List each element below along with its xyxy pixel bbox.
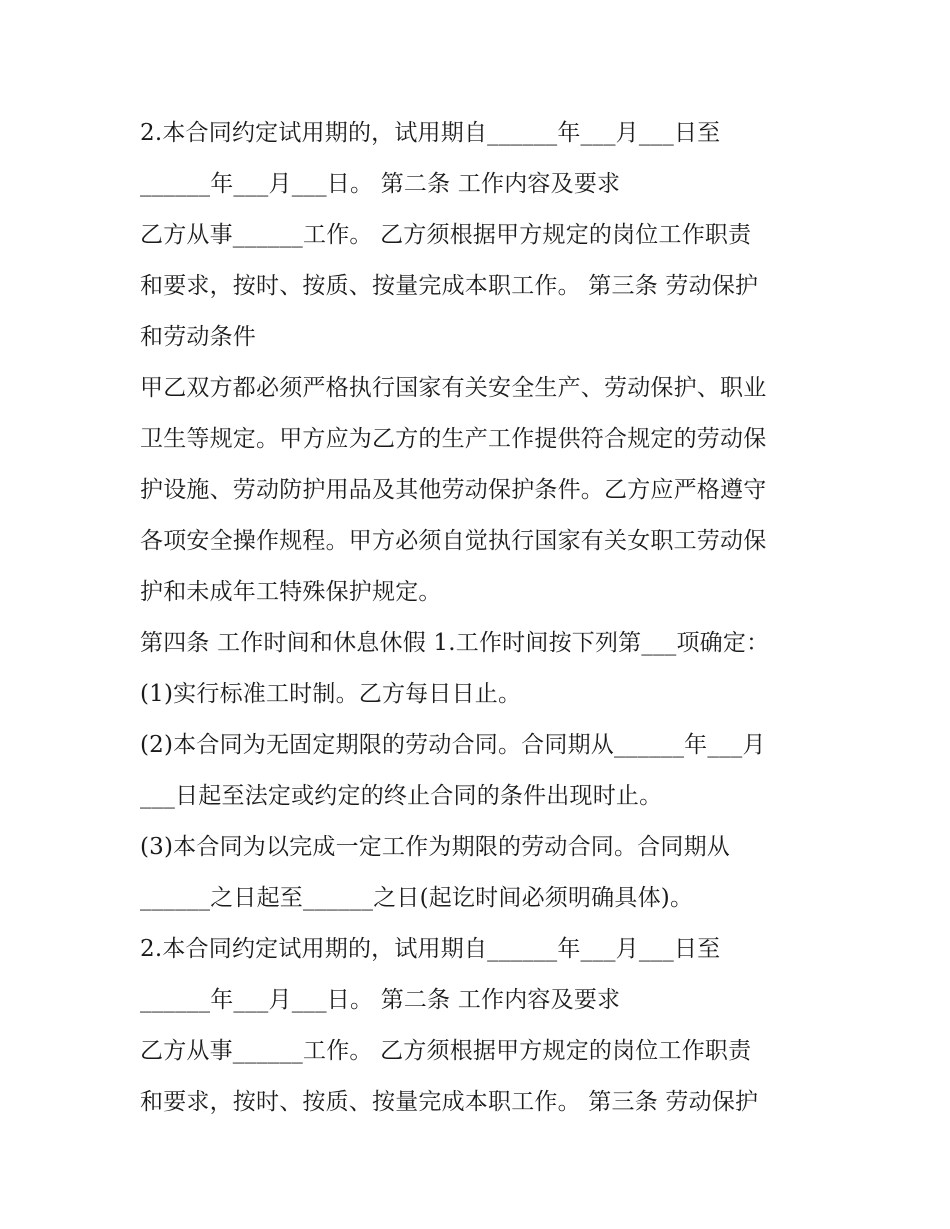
text-line: 乙方从事______工作。 乙方须根据甲方规定的岗位工作职责 bbox=[140, 1038, 752, 1064]
text-line: 和劳动条件 bbox=[140, 324, 256, 350]
text-line: 和要求，按时、按质、按量完成本职工作。 第三条 劳动保护 bbox=[140, 273, 759, 299]
text-line: 2.本合同约定试用期的，试用期自______年___月___日至 bbox=[140, 936, 721, 962]
text-line: ______之日起至______之日(起讫时间必须明确具体)。 bbox=[140, 885, 694, 911]
text-line: (2)本合同为无固定期限的劳动合同。合同期从______年___月 bbox=[140, 732, 766, 758]
text-line: ______年___月___日。 第二条 工作内容及要求 bbox=[140, 987, 621, 1013]
text-line: 2.本合同约定试用期的，试用期自______年___月___日至 bbox=[140, 120, 721, 146]
text-line: ______年___月___日。 第二条 工作内容及要求 bbox=[140, 171, 621, 197]
text-line: 卫生等规定。甲方应为乙方的生产工作提供符合规定的劳动保 bbox=[140, 426, 767, 452]
text-line: ___日起至法定或约定的终止合同的条件出现时止。 bbox=[140, 783, 663, 809]
text-line: 各项安全操作规程。甲方必须自觉执行国家有关女职工劳动保 bbox=[140, 528, 767, 554]
text-line: 乙方从事______工作。 乙方须根据甲方规定的岗位工作职责 bbox=[140, 222, 752, 248]
text-line: 和要求，按时、按质、按量完成本职工作。 第三条 劳动保护 bbox=[140, 1089, 759, 1115]
text-line: 甲乙双方都必须严格执行国家有关安全生产、劳动保护、职业 bbox=[140, 375, 767, 401]
contract-text-body bbox=[140, 108, 820, 1128]
text-line: 第四条 工作时间和休息休假 1.工作时间按下列第___项确定： bbox=[140, 630, 770, 656]
text-line: 护和未成年工特殊保护规定。 bbox=[140, 579, 442, 605]
text-line: (1)实行标准工时制。乙方每日日止。 bbox=[140, 681, 522, 707]
text-line: (3)本合同为以完成一定工作为期限的劳动合同。合同期从 bbox=[140, 834, 730, 860]
text-line: 护设施、劳动防护用品及其他劳动保护条件。乙方应严格遵守 bbox=[140, 477, 767, 503]
